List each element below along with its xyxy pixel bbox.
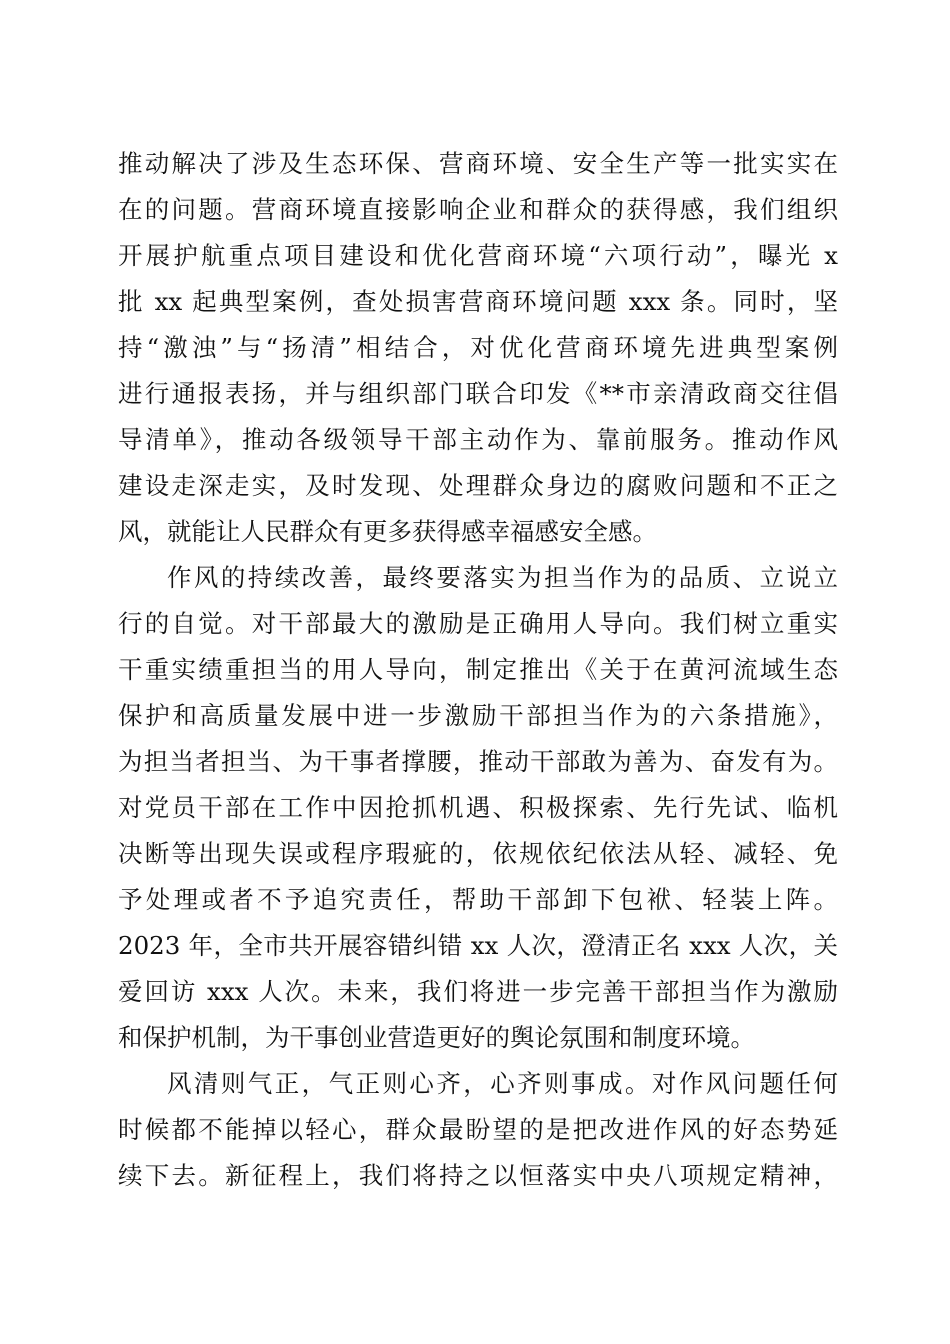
paragraph-line: 在的问题。营商环境直接影响企业和群众的获得感，我们组织 (118, 195, 838, 224)
paragraph-line: 作风的持续改善，最终要落实为担当作为的品质、立说立 (167, 563, 838, 592)
paragraph-line: 予处理或者不予追究责任，帮助干部卸下包袱、轻装上阵。 (118, 885, 838, 914)
paragraph-line: 导清单》，推动各级领导干部主动作为、靠前服务。推动作风 (118, 425, 838, 454)
paragraph-3 (118, 1061, 838, 1199)
paragraph-line: 时候都不能掉以轻心，群众最盼望的是把改进作风的好态势延 (118, 1115, 838, 1144)
paragraph-line: 建设走深走实，及时发现、处理群众身边的腐败问题和不正之 (118, 471, 838, 500)
paragraph-1 (118, 141, 838, 555)
paragraph-line: 爱回访 xxx 人次。未来，我们将进一步完善干部担当作为激励 (118, 977, 838, 1006)
paragraph-line: 推动解决了涉及生态环保、营商环境、安全生产等一批实实在 (118, 149, 838, 178)
paragraph-line: 决断等出现失误或程序瑕疵的，依规依纪依法从轻、减轻、免 (118, 839, 838, 868)
body-text (118, 141, 838, 1199)
paragraph-line: 风清则气正，气正则心齐，心齐则事成。对作风问题任何 (167, 1069, 838, 1098)
paragraph-line: 续下去。新征程上，我们将持之以恒落实中央八项规定精神， (118, 1161, 838, 1190)
paragraph-line: 对党员干部在工作中因抢抓机遇、积极探索、先行先试、临机 (118, 793, 838, 822)
paragraph-line: 干重实绩重担当的用人导向，制定推出《关于在黄河流域生态 (118, 655, 838, 684)
paragraph-line: 风，就能让人民群众有更多获得感幸福感安全感。 (118, 517, 657, 546)
paragraph-line: 为担当者担当、为干事者撑腰，推动干部敢为善为、奋发有为。 (118, 747, 838, 776)
paragraph-2 (118, 555, 838, 1061)
paragraph-line: 开展护航重点项目建设和优化营商环境“六项行动”，曝光 x (118, 241, 838, 270)
paragraph-line: 持“激浊”与“扬清”相结合，对优化营商环境先进典型案例 (118, 333, 838, 362)
paragraph-line: 进行通报表扬，并与组织部门联合印发《**市亲清政商交往倡 (118, 379, 838, 408)
paragraph-line: 批 xx 起典型案例，查处损害营商环境问题 xxx 条。同时，坚 (118, 287, 838, 316)
paragraph-line: 行的自觉。对干部最大的激励是正确用人导向。我们树立重实 (118, 609, 838, 638)
paragraph-line: 和保护机制，为干事创业营造更好的舆论氛围和制度环境。 (118, 1023, 755, 1052)
paragraph-line: 保护和高质量发展中进一步激励干部担当作为的六条措施》， (118, 701, 838, 730)
paragraph-line: 2023 年，全市共开展容错纠错 xx 人次，澄清正名 xxx 人次，关 (118, 931, 838, 960)
